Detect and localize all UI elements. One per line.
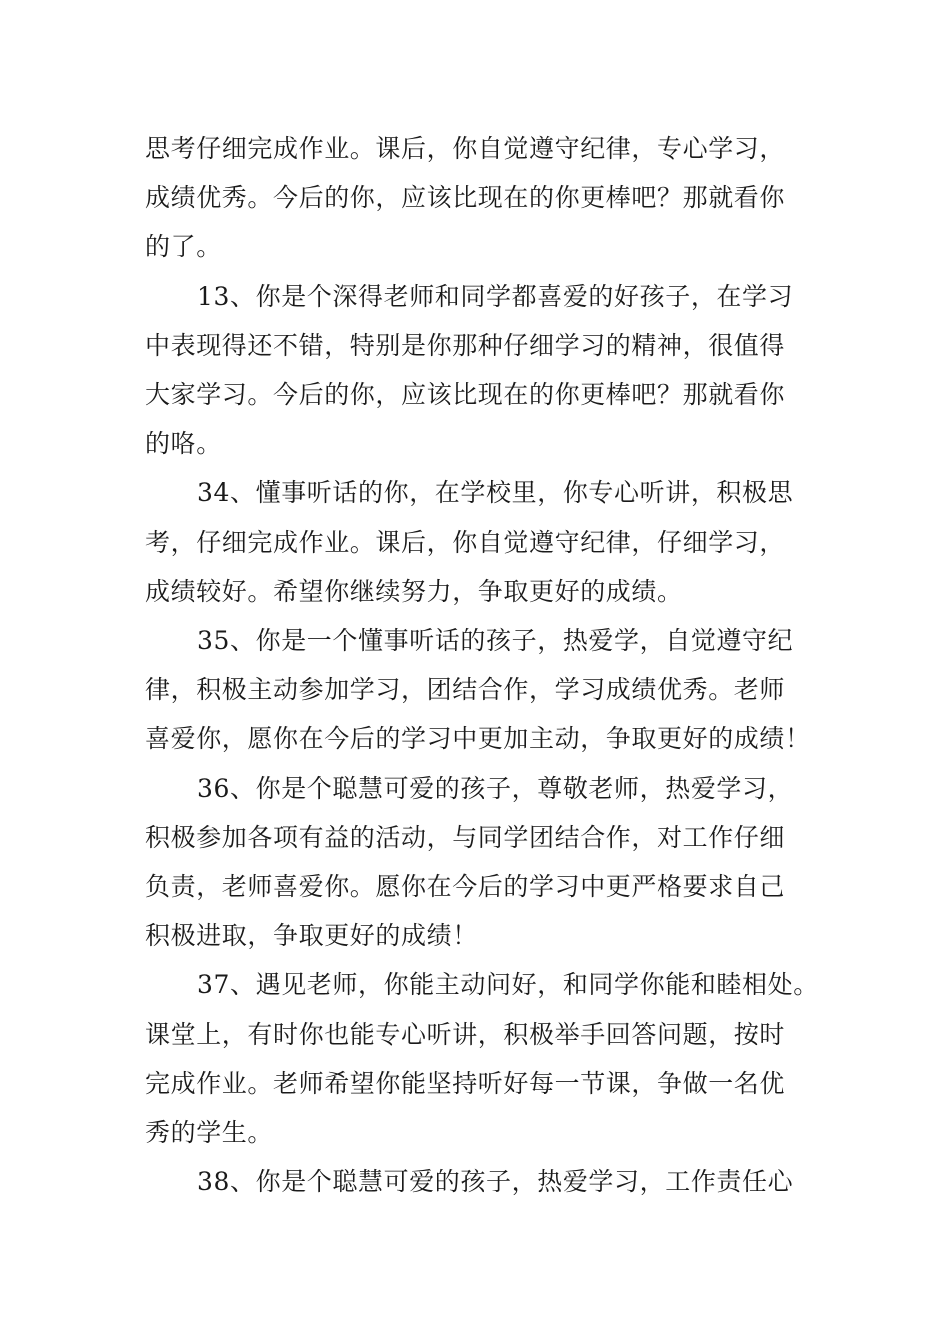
text-line: 13、你是个深得老师和同学都喜爱的好孩子，在学习 bbox=[197, 281, 794, 311]
text-line: 积极参加各项有益的活动，与同学团结合作，对工作仔细 bbox=[145, 822, 786, 852]
text-line: 成绩优秀。今后的你，应该比现在的你更棒吧？那就看你 bbox=[145, 183, 786, 213]
paragraph-37 bbox=[145, 960, 825, 1157]
text-line: 考，仔细完成作业。课后，你自觉遵守纪律，仔细学习， bbox=[145, 527, 786, 557]
text-line: 大家学习。今后的你，应该比现在的你更棒吧？那就看你 bbox=[145, 380, 786, 410]
text-line: 负责，老师喜爱你。愿你在今后的学习中更严格要求自己 bbox=[145, 872, 786, 902]
text-line: 积极进取，争取更好的成绩！ bbox=[145, 921, 478, 951]
paragraph-38 bbox=[145, 1157, 825, 1206]
text-line: 的了。 bbox=[145, 232, 222, 262]
text-line: 36、你是个聪慧可爱的孩子，尊敬老师，热爱学习， bbox=[197, 773, 794, 803]
text-line: 的咯。 bbox=[145, 429, 222, 459]
paragraph-36 bbox=[145, 764, 825, 961]
text-line: 喜爱你，愿你在今后的学习中更加主动，争取更好的成绩！ bbox=[145, 724, 811, 754]
text-line: 中表现得还不错，特别是你那种仔细学习的精神，很值得 bbox=[145, 330, 786, 360]
paragraph-13 bbox=[145, 272, 825, 469]
paragraph-35 bbox=[145, 616, 825, 764]
text-line: 37、遇见老师，你能主动问好，和同学你能和睦相处。 bbox=[197, 970, 819, 1000]
text-line: 律，积极主动参加学习，团结合作，学习成绩优秀。老师 bbox=[145, 675, 786, 705]
text-line: 完成作业。老师希望你能坚持听好每一节课，争做一名优 bbox=[145, 1068, 786, 1098]
text-line: 成绩较好。希望你继续努力，争取更好的成绩。 bbox=[145, 576, 683, 606]
text-line: 34、懂事听话的你，在学校里，你专心听讲，积极思 bbox=[197, 478, 794, 508]
text-line: 38、你是个聪慧可爱的孩子，热爱学习，工作责任心 bbox=[197, 1167, 794, 1197]
text-line: 秀的学生。 bbox=[145, 1118, 274, 1148]
paragraph-34 bbox=[145, 468, 825, 616]
paragraph-intro bbox=[145, 124, 825, 272]
document-body bbox=[145, 124, 825, 1206]
text-line: 课堂上，有时你也能专心听讲，积极举手回答问题，按时 bbox=[145, 1019, 786, 1049]
text-line: 35、你是一个懂事听话的孩子，热爱学，自觉遵守纪 bbox=[197, 626, 794, 656]
text-line: 思考仔细完成作业。课后，你自觉遵守纪律，专心学习， bbox=[145, 134, 786, 163]
